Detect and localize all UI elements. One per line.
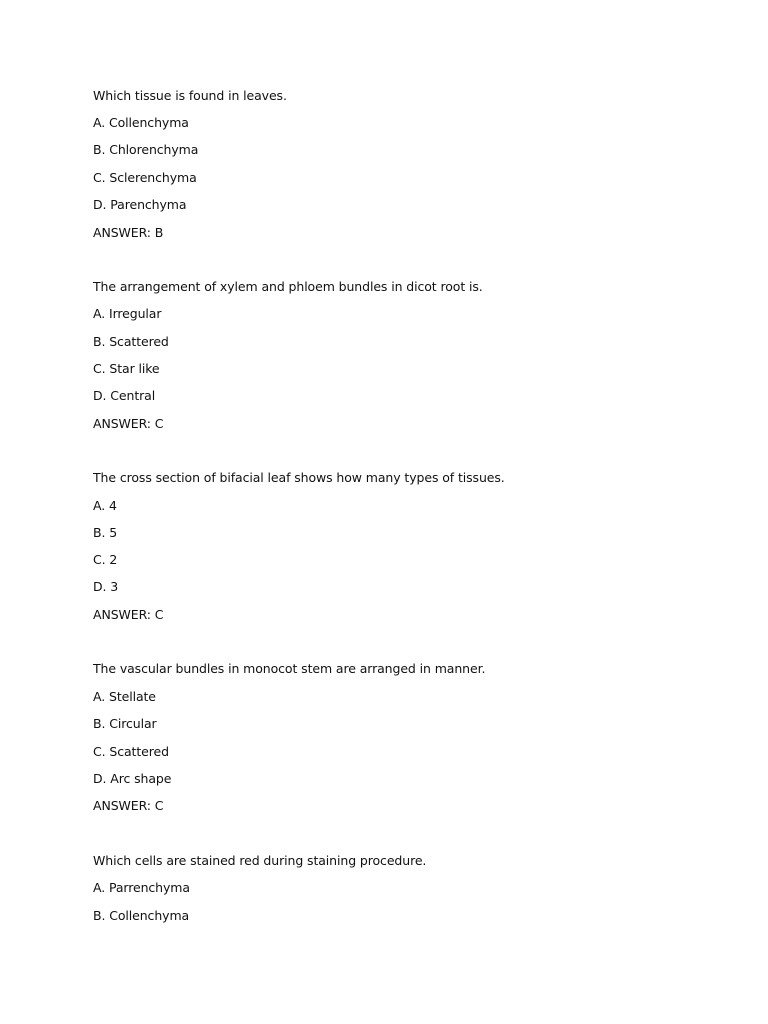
question-3-option-a: A. 4	[93, 498, 117, 513]
question-2-option-d: D. Central	[93, 388, 156, 403]
question-5-option-b: B. Collenchyma	[93, 908, 190, 923]
question-1-answer: ANSWER: B	[93, 225, 164, 240]
question-2-answer: ANSWER: C	[93, 416, 164, 431]
question-3-text: The cross section of bifacial leaf shows how many types of tissues.	[93, 470, 505, 485]
question-4-option-c: C. Scattered	[93, 744, 169, 759]
question-3-answer: ANSWER: C	[93, 607, 164, 622]
question-5-text: Which cells are stained red during staining procedure.	[93, 853, 427, 868]
question-1-option-a: A. Collenchyma	[93, 115, 189, 130]
question-2-option-c: C. Star like	[93, 361, 160, 376]
question-4-option-a: A. Stellate	[93, 689, 156, 704]
question-3-option-d: D. 3	[93, 579, 119, 594]
question-1-option-b: B. Chlorenchyma	[93, 142, 199, 157]
question-4-text: The vascular bundles in monocot stem are arranged in manner.	[93, 661, 486, 676]
question-3-option-c: C. 2	[93, 552, 118, 567]
question-4-option-b: B. Circular	[93, 716, 157, 731]
question-3-option-b: B. 5	[93, 525, 118, 540]
question-4-option-d: D. Arc shape	[93, 771, 172, 786]
question-2-option-b: B. Scattered	[93, 334, 169, 349]
question-1-option-c: C. Sclerenchyma	[93, 170, 197, 185]
question-2-text: The arrangement of xylem and phloem bundles in dicot root is.	[93, 279, 483, 294]
question-5-option-a: A. Parrenchyma	[93, 880, 190, 895]
question-1-text: Which tissue is found in leaves.	[93, 88, 287, 103]
question-4-answer: ANSWER: C	[93, 798, 164, 813]
question-2-option-a: A. Irregular	[93, 306, 162, 321]
question-1-option-d: D. Parenchyma	[93, 197, 187, 212]
